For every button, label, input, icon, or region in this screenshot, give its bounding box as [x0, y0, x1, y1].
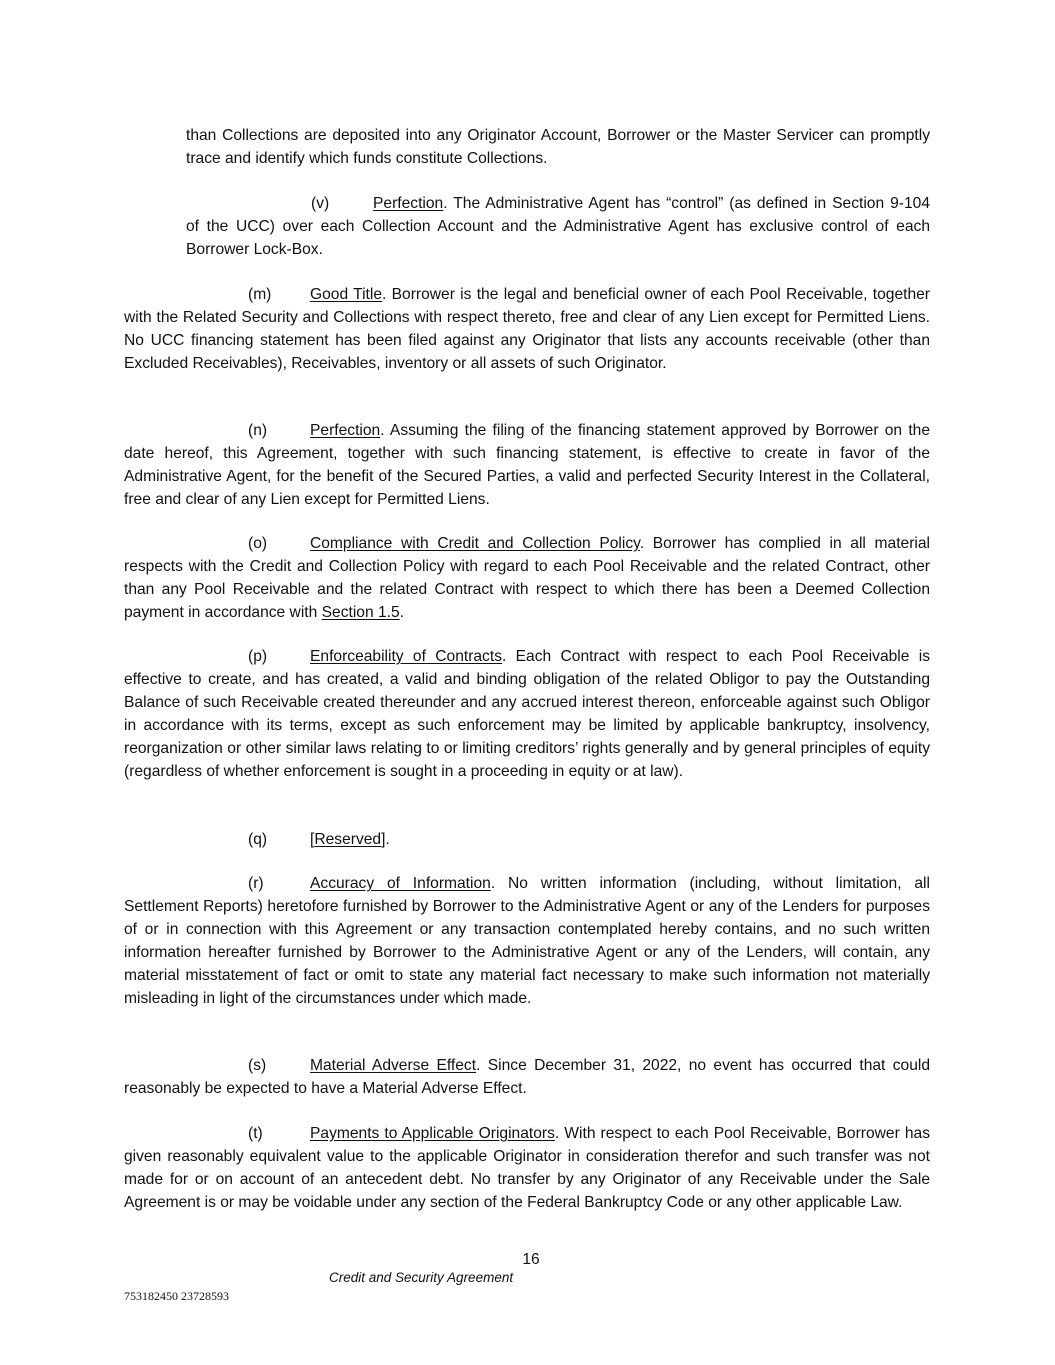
paragraph-number: (m) [248, 286, 272, 303]
heading-perfection-account: Perfection [373, 195, 444, 212]
page-number: 16 [522, 1251, 540, 1268]
footer-title: Credit and Security Agreement [329, 1270, 514, 1285]
paragraph-number: (n) [248, 422, 268, 439]
paragraph-text: . The Administrative Agent has “control” (as defined in Section 9-104 of the UCC) over each Collection Account and the Administrative Agent has exclusive control of each Borrower Lock-Box. [186, 195, 930, 258]
paragraph-number: (t) [248, 1125, 263, 1142]
paragraph-number: (s) [248, 1057, 267, 1074]
heading-enforceability: Enforceability of Contracts [310, 648, 502, 665]
paragraph-end: . [399, 604, 404, 621]
heading-payments: Payments to Applicable Originators [310, 1125, 555, 1142]
heading-reserved: Reserved [314, 831, 382, 848]
paragraph-number: (p) [248, 648, 268, 665]
paragraph-text: . Each Contract with respect to each Pool Receivable is effective to create, and has created, a valid and binding obligation of the related Obligor to pay the Outstanding Balance of such Receivable created thereunder and any accrued interest thereon, enforceable against such Obligor in accordance with its terms, except as such enforcement may be limited by applicable bankruptcy, insolvency, reorganization or other similar laws relating to or limiting creditors’ rights generally and by general principles of equity (regardless of whether enforcement is sought in a proceeding in equity or at law). [124, 648, 931, 780]
paragraph-text: . Assuming the filing of the financing statement approved by Borrower on the date hereof, this Agreement, together with such financing statement, is effective to create in favor of the Administrative Agent, for the benefit of the Secured Parties, a valid and perfected Security Interest in the Collateral, free and clear of any Lien except for Permitted Liens. [124, 422, 930, 508]
paragraph-number: (q) [248, 831, 268, 848]
paragraph-p-enforceability [124, 645, 930, 783]
paragraph-text: ]. [381, 831, 390, 848]
paragraph-text: . Since December 31, 2022, no event has occurred that could reasonably be expected to have a Material Adverse Effect. [124, 1057, 931, 1097]
heading-material-adverse-effect: Material Adverse Effect [310, 1057, 477, 1074]
paragraph-text: . With respect to each Pool Receivable, Borrower has given reasonably equivalent value to the applicable Originator in consideration therefor and such transfer was not made for or on account of an antecedent debt. No transfer by any Originator of any Receivable under the Sale Agreement is or may be voidable under any section of the Federal Bankruptcy Code or any other applicable Law. [124, 1125, 930, 1211]
paragraph-r-accuracy [124, 872, 930, 1010]
paragraph-number: (r) [248, 875, 264, 892]
paragraph-t-payments [124, 1122, 930, 1214]
paragraph-q-reserved [124, 828, 930, 851]
heading-compliance: Compliance with Credit and Collection Policy [310, 535, 640, 552]
paragraph-text: . No written information (including, without limitation, all Settlement Reports) heretofore furnished by Borrower to the Administrative Agent or any of the Lenders for purposes of or in connection with this Agreement or any transaction contemplated hereby contains, and no such written information hereafter furnished by Borrower to the Administrative Agent or any of the Lenders, will contain, any material misstatement of fact or omit to state any material fact necessary to make such information not materially misleading in light of the circumstances under which made. [124, 875, 930, 1007]
paragraph-s-material-adverse-effect [124, 1054, 930, 1100]
document-id: 753182450 23728593 [124, 1289, 229, 1303]
paragraph-text: than Collections are deposited into any Originator Account, Borrower or the Master Servicer can promptly trace and identify which funds constitute Collections. [186, 127, 930, 167]
paragraph-number: (v) [311, 195, 330, 212]
heading-perfection: Perfection [310, 422, 381, 439]
paragraph-n-perfection [124, 419, 930, 511]
paragraph-v-perfection [186, 192, 930, 261]
paragraph-o-compliance [124, 532, 930, 624]
paragraph-number: (o) [248, 535, 268, 552]
bracket-open: [ [310, 831, 315, 848]
paragraph-text: . Borrower is the legal and beneficial owner of each Pool Receivable, together with the Related Security and Collections with respect thereto, free and clear of any Lien except for Permitted Liens. No UCC financing statement has been filed against any Originator that lists any accounts receivable (other than Excluded Receivables), Receivables, inventory or all assets of such Originator. [124, 286, 930, 372]
paragraph-continuation [186, 124, 930, 170]
paragraph-m-good-title [124, 283, 930, 375]
paragraph-text: . Borrower has complied in all material respects with the Credit and Collection Policy with regard to each Pool Receivable and the related Contract, other than any Pool Receivable and the related Contract with respect to which there has been a Deemed Collection payment in accordance with [124, 535, 930, 621]
section-reference: Section 1.5 [321, 604, 400, 621]
heading-accuracy: Accuracy of Information [310, 875, 491, 892]
heading-good-title: Good Title [310, 286, 383, 303]
